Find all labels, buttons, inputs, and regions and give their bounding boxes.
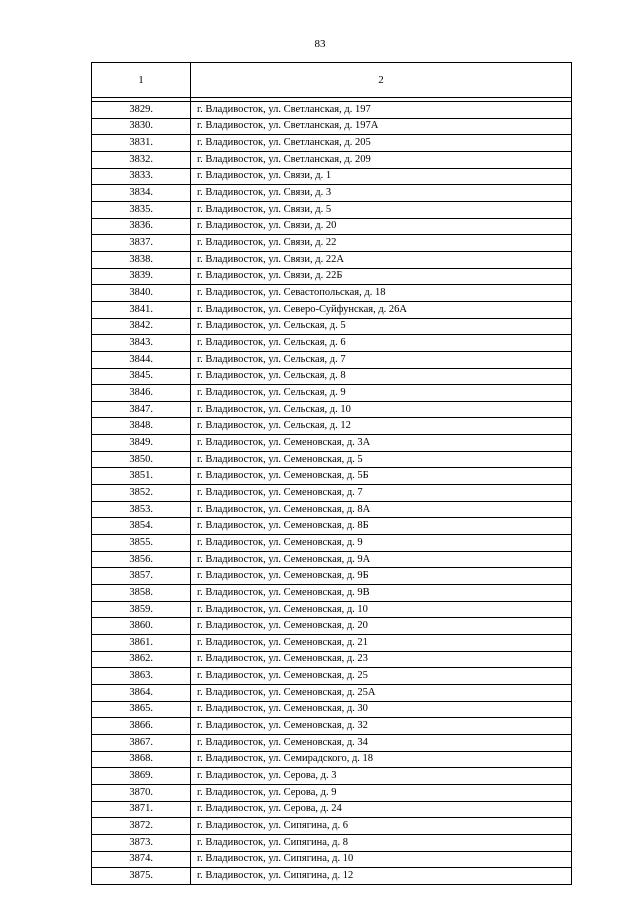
row-address: г. Владивосток, ул. Серова, д. 9	[191, 784, 572, 801]
row-address: г. Владивосток, ул. Сельская, д. 5	[191, 318, 572, 335]
row-number: 3871.	[92, 801, 191, 818]
row-address: г. Владивосток, ул. Семеновская, д. 8А	[191, 501, 572, 518]
row-number: 3861.	[92, 635, 191, 652]
table-row	[92, 684, 572, 701]
row-number: 3860.	[92, 618, 191, 635]
table-header-row	[92, 63, 572, 98]
table-row	[92, 218, 572, 235]
row-address: г. Владивосток, ул. Семеновская, д. 9А	[191, 551, 572, 568]
row-number: 3864.	[92, 684, 191, 701]
column-header-number: 1	[92, 63, 191, 98]
table-row	[92, 768, 572, 785]
table-row	[92, 318, 572, 335]
row-number: 3856.	[92, 551, 191, 568]
row-address: г. Владивосток, ул. Сельская, д. 6	[191, 335, 572, 352]
row-address: г. Владивосток, ул. Сипягина, д. 6	[191, 818, 572, 835]
table-row	[92, 868, 572, 885]
table-row	[92, 268, 572, 285]
table-row	[92, 418, 572, 435]
row-number: 3872.	[92, 818, 191, 835]
table-row	[92, 468, 572, 485]
row-number: 3866.	[92, 718, 191, 735]
row-address: г. Владивосток, ул. Сельская, д. 10	[191, 401, 572, 418]
row-address: г. Владивосток, ул. Сипягина, д. 12	[191, 868, 572, 885]
table-row	[92, 818, 572, 835]
row-address: г. Владивосток, ул. Связи, д. 22А	[191, 251, 572, 268]
row-address: г. Владивосток, ул. Семеновская, д. 5Б	[191, 468, 572, 485]
row-number: 3843.	[92, 335, 191, 352]
row-number: 3842.	[92, 318, 191, 335]
row-number: 3848.	[92, 418, 191, 435]
row-number: 3873.	[92, 834, 191, 851]
table-row	[92, 551, 572, 568]
table-row	[92, 701, 572, 718]
table-row	[92, 635, 572, 652]
row-address: г. Владивосток, ул. Семеновская, д. 32	[191, 718, 572, 735]
row-number: 3844.	[92, 351, 191, 368]
row-number: 3830.	[92, 118, 191, 135]
row-number: 3839.	[92, 268, 191, 285]
row-number: 3834.	[92, 185, 191, 202]
row-address: г. Владивосток, ул. Семеновская, д. 10	[191, 601, 572, 618]
table-row	[92, 718, 572, 735]
row-number: 3863.	[92, 668, 191, 685]
row-number: 3847.	[92, 401, 191, 418]
table-row	[92, 601, 572, 618]
column-header-address: 2	[191, 63, 572, 98]
row-number: 3831.	[92, 135, 191, 152]
row-number: 3851.	[92, 468, 191, 485]
row-address: г. Владивосток, ул. Северо-Суйфунская, д. 26А	[191, 301, 572, 318]
row-address: г. Владивосток, ул. Связи, д. 22	[191, 235, 572, 252]
table-row	[92, 751, 572, 768]
row-number: 3857.	[92, 568, 191, 585]
row-address: г. Владивосток, ул. Серова, д. 3	[191, 768, 572, 785]
row-address: г. Владивосток, ул. Семеновская, д. 25А	[191, 684, 572, 701]
table-row	[92, 435, 572, 452]
table-row	[92, 668, 572, 685]
row-address: г. Владивосток, ул. Семеновская, д. 3А	[191, 435, 572, 452]
table-row	[92, 301, 572, 318]
row-address: г. Владивосток, ул. Семеновская, д. 23	[191, 651, 572, 668]
row-address: г. Владивосток, ул. Семеновская, д. 5	[191, 451, 572, 468]
row-address: г. Владивосток, ул. Связи, д. 3	[191, 185, 572, 202]
row-number: 3832.	[92, 151, 191, 168]
row-number: 3833.	[92, 168, 191, 185]
row-number: 3868.	[92, 751, 191, 768]
row-address: г. Владивосток, ул. Светланская, д. 197	[191, 102, 572, 119]
row-number: 3869.	[92, 768, 191, 785]
table-row	[92, 118, 572, 135]
row-number: 3855.	[92, 535, 191, 552]
row-number: 3850.	[92, 451, 191, 468]
row-number: 3875.	[92, 868, 191, 885]
row-number: 3838.	[92, 251, 191, 268]
row-number: 3835.	[92, 201, 191, 218]
table-row	[92, 151, 572, 168]
row-address: г. Владивосток, ул. Сипягина, д. 10	[191, 851, 572, 868]
row-address: г. Владивосток, ул. Семеновская, д. 21	[191, 635, 572, 652]
row-address: г. Владивосток, ул. Связи, д. 22Б	[191, 268, 572, 285]
page-number: 83	[314, 38, 326, 50]
row-number: 3829.	[92, 102, 191, 119]
table-row	[92, 335, 572, 352]
table-row	[92, 784, 572, 801]
table-row	[92, 734, 572, 751]
row-address: г. Владивосток, ул. Семеновская, д. 34	[191, 734, 572, 751]
table-row	[92, 485, 572, 502]
row-number: 3862.	[92, 651, 191, 668]
row-number: 3858.	[92, 585, 191, 602]
table-row	[92, 535, 572, 552]
row-number: 3852.	[92, 485, 191, 502]
table-row	[92, 851, 572, 868]
table-row	[92, 801, 572, 818]
table-row	[92, 251, 572, 268]
row-number: 3853.	[92, 501, 191, 518]
row-address: г. Владивосток, ул. Связи, д. 1	[191, 168, 572, 185]
table-row	[92, 401, 572, 418]
row-number: 3849.	[92, 435, 191, 452]
table-row	[92, 501, 572, 518]
table-row	[92, 201, 572, 218]
table-row	[92, 285, 572, 302]
row-number: 3836.	[92, 218, 191, 235]
row-address: г. Владивосток, ул. Семирадского, д. 18	[191, 751, 572, 768]
row-address: г. Владивосток, ул. Сельская, д. 7	[191, 351, 572, 368]
table-row	[92, 351, 572, 368]
row-number: 3845.	[92, 368, 191, 385]
row-address: г. Владивосток, ул. Севастопольская, д. 18	[191, 285, 572, 302]
row-address: г. Владивосток, ул. Сипягина, д. 8	[191, 834, 572, 851]
row-number: 3865.	[92, 701, 191, 718]
table-row	[92, 385, 572, 402]
row-address: г. Владивосток, ул. Семеновская, д. 25	[191, 668, 572, 685]
row-address: г. Владивосток, ул. Связи, д. 20	[191, 218, 572, 235]
row-address: г. Владивосток, ул. Светланская, д. 205	[191, 135, 572, 152]
table-row	[92, 568, 572, 585]
row-address: г. Владивосток, ул. Сельская, д. 9	[191, 385, 572, 402]
table-row	[92, 102, 572, 119]
row-number: 3870.	[92, 784, 191, 801]
row-number: 3846.	[92, 385, 191, 402]
table-row	[92, 451, 572, 468]
row-address: г. Владивосток, ул. Светланская, д. 197А	[191, 118, 572, 135]
row-address: г. Владивосток, ул. Семеновская, д. 8Б	[191, 518, 572, 535]
row-number: 3859.	[92, 601, 191, 618]
row-address: г. Владивосток, ул. Семеновская, д. 20	[191, 618, 572, 635]
row-number: 3837.	[92, 235, 191, 252]
table-row	[92, 651, 572, 668]
table-row	[92, 168, 572, 185]
row-number: 3874.	[92, 851, 191, 868]
row-address: г. Владивосток, ул. Связи, д. 5	[191, 201, 572, 218]
table-row	[92, 185, 572, 202]
row-address: г. Владивосток, ул. Серова, д. 24	[191, 801, 572, 818]
table-row	[92, 518, 572, 535]
row-address: г. Владивосток, ул. Сельская, д. 12	[191, 418, 572, 435]
row-number: 3867.	[92, 734, 191, 751]
row-address: г. Владивосток, ул. Семеновская, д. 7	[191, 485, 572, 502]
table-row	[92, 135, 572, 152]
address-table	[91, 62, 572, 885]
row-address: г. Владивосток, ул. Семеновская, д. 9Б	[191, 568, 572, 585]
table-row	[92, 585, 572, 602]
row-number: 3840.	[92, 285, 191, 302]
row-number: 3854.	[92, 518, 191, 535]
row-address: г. Владивосток, ул. Семеновская, д. 9	[191, 535, 572, 552]
row-address: г. Владивосток, ул. Семеновская, д. 30	[191, 701, 572, 718]
table-row	[92, 618, 572, 635]
row-address: г. Владивосток, ул. Семеновская, д. 9В	[191, 585, 572, 602]
row-address: г. Владивосток, ул. Сельская, д. 8	[191, 368, 572, 385]
row-address: г. Владивосток, ул. Светланская, д. 209	[191, 151, 572, 168]
table-row	[92, 834, 572, 851]
row-number: 3841.	[92, 301, 191, 318]
table-row	[92, 368, 572, 385]
table-row	[92, 235, 572, 252]
